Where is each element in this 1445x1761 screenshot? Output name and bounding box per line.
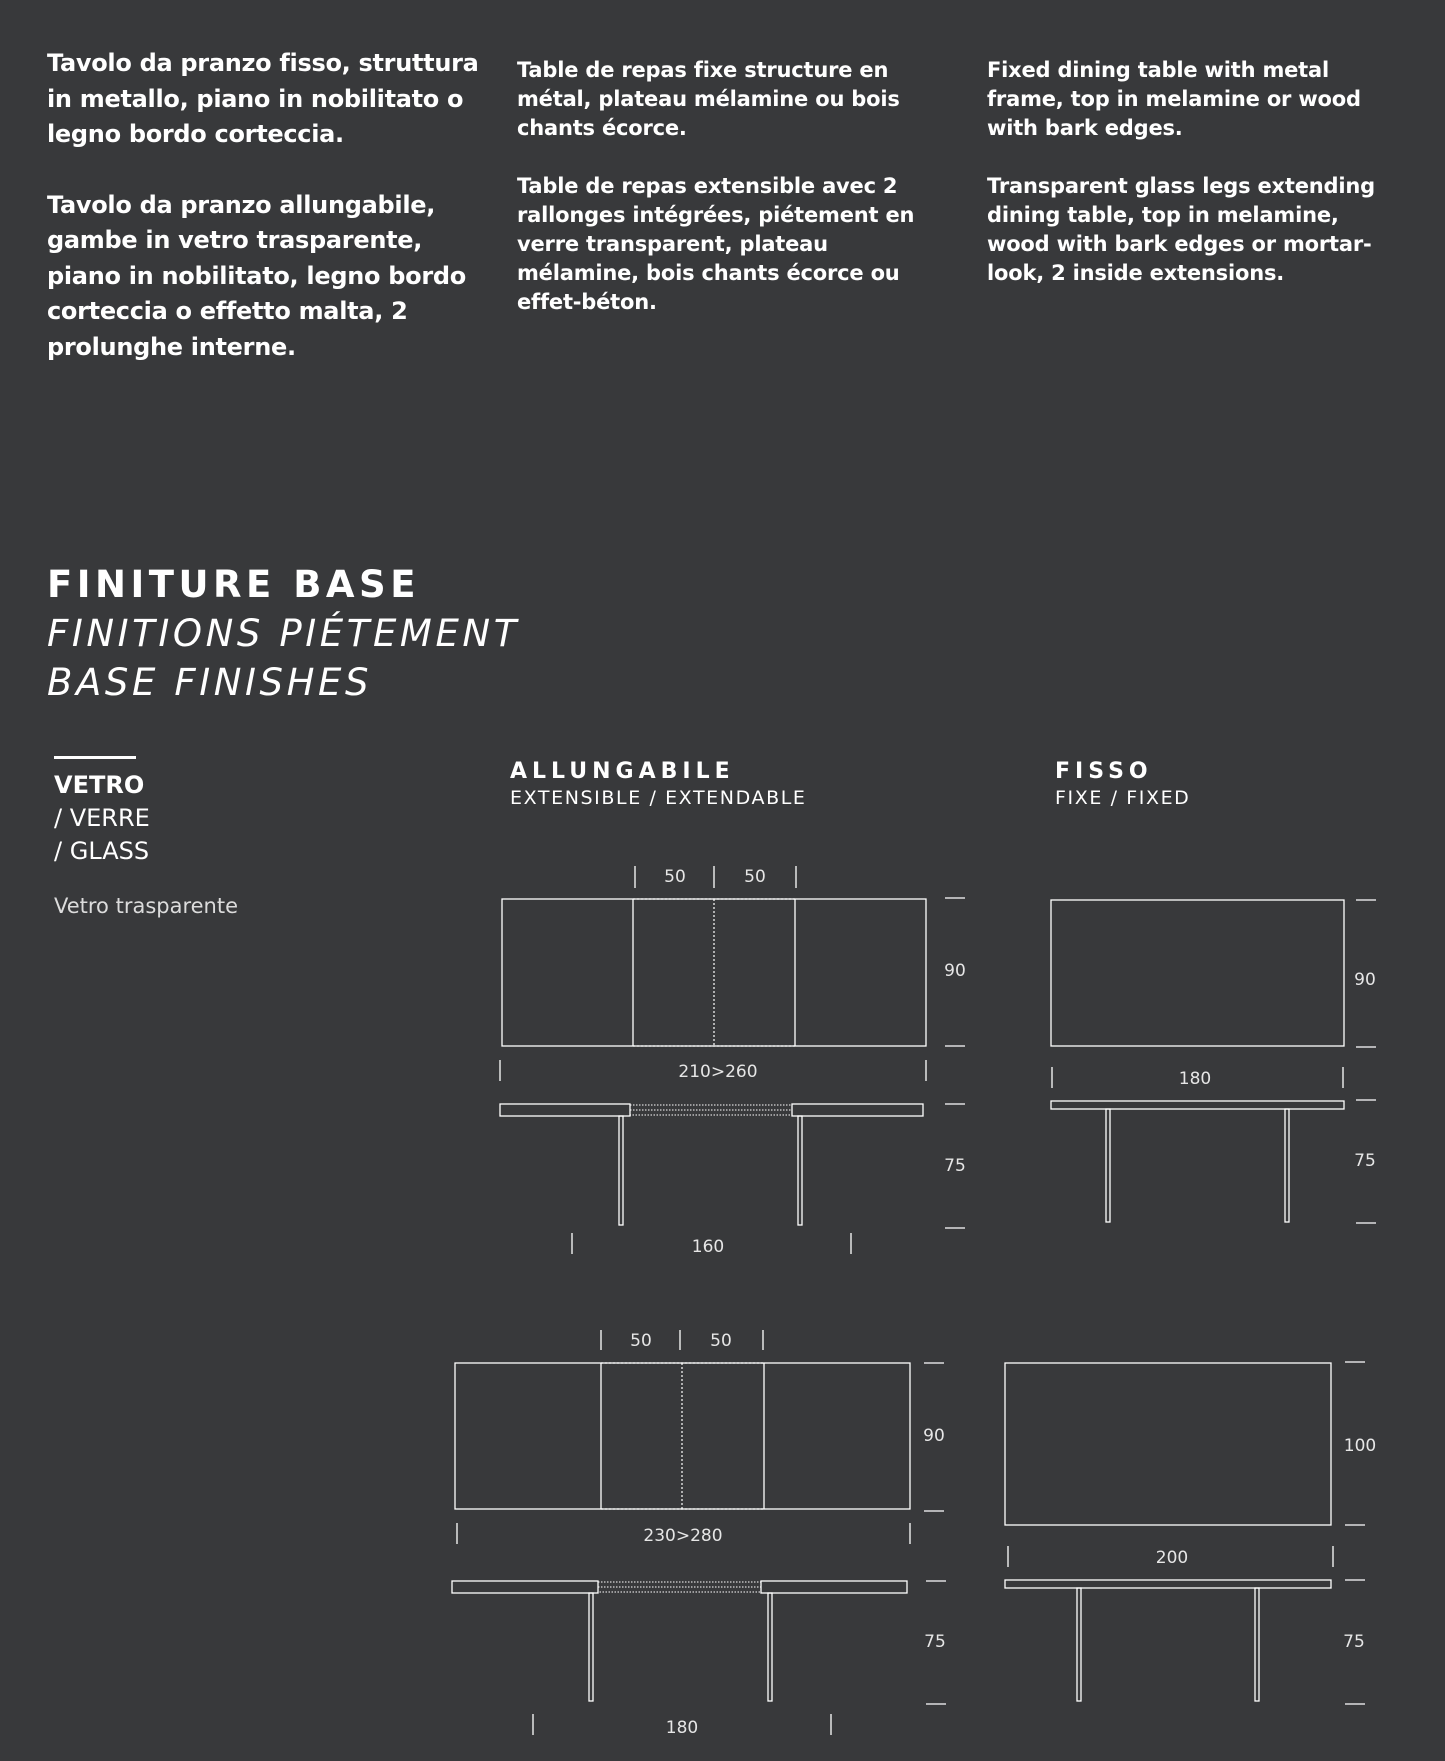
extension-b-label: 50 bbox=[710, 1331, 732, 1351]
fixed-table-2-top-view bbox=[1005, 1362, 1376, 1568]
fixed-table-2-side-view bbox=[1005, 1580, 1365, 1704]
height-label: 75 bbox=[1354, 1151, 1376, 1171]
height-label: 75 bbox=[924, 1632, 946, 1652]
metal-leg bbox=[1255, 1588, 1259, 1701]
depth-label: 90 bbox=[1354, 970, 1376, 990]
glass-leg bbox=[589, 1593, 593, 1701]
extendable-table-2-top-view bbox=[455, 1330, 945, 1546]
extendable-heading-it: ALLUNGABILE bbox=[510, 759, 735, 784]
extension-a-label: 50 bbox=[630, 1331, 652, 1351]
fixed-heading-it: FISSO bbox=[1055, 759, 1153, 784]
extendable-table-1-side-view bbox=[500, 1104, 966, 1257]
extendable-table-1-top-view bbox=[500, 866, 966, 1082]
fixed-heading-sub: FIXE / FIXED bbox=[1055, 787, 1191, 809]
finishes-title-fr: FINITIONS PIÉTEMENT bbox=[47, 612, 520, 655]
length-label: 210>260 bbox=[678, 1062, 758, 1082]
glass-leg bbox=[768, 1593, 772, 1701]
glass-leg bbox=[798, 1116, 802, 1225]
finishes-title-it: FINITURE BASE bbox=[47, 563, 420, 606]
intro-en-extendable: Transparent glass legs extending dining table, top in melamine, wood with bark edges or mortar-look, 2 inside extensions. bbox=[987, 174, 1375, 285]
length-label: 180 bbox=[1178, 1069, 1212, 1089]
tabletop-side bbox=[1051, 1101, 1344, 1109]
depth-label: 90 bbox=[923, 1426, 945, 1446]
material-name-fr: / VERRE bbox=[54, 804, 150, 832]
extendable-table-2-side-view bbox=[452, 1581, 946, 1738]
height-label: 75 bbox=[1343, 1632, 1365, 1652]
tabletop-side bbox=[1005, 1580, 1331, 1588]
tabletop-side bbox=[452, 1581, 598, 1593]
intro-fr-fixed: Table de repas fixe structure en métal, plateau mélamine ou bois chants écorce. bbox=[517, 58, 900, 140]
length-label: 230>280 bbox=[643, 1526, 723, 1546]
depth-label: 100 bbox=[1343, 1436, 1377, 1456]
extendable-heading-sub: EXTENSIBLE / EXTENDABLE bbox=[510, 787, 807, 809]
intro-it-fixed: Tavolo da pranzo fisso, struttura in metallo, piano in nobilitato o legno bordo corteccia. bbox=[47, 49, 479, 148]
metal-leg bbox=[1077, 1588, 1081, 1701]
fixed-table-1-top-view bbox=[1051, 900, 1376, 1089]
leg-span-label: 160 bbox=[691, 1237, 725, 1257]
material-name-it: VETRO bbox=[54, 771, 145, 799]
tabletop-side bbox=[500, 1104, 630, 1116]
intro-fr-extendable: Table de repas extensible avec 2 rallonges intégrées, piétement en verre transparent, plateau mélamine, bois chants écorce ou effet-béton. bbox=[517, 174, 915, 314]
fixed-table-1-side-view bbox=[1051, 1100, 1376, 1223]
depth-label: 90 bbox=[944, 961, 966, 981]
tabletop-outline bbox=[1051, 900, 1344, 1046]
extension-a-label: 50 bbox=[664, 867, 686, 887]
tabletop-side bbox=[761, 1581, 907, 1593]
intro-it-extendable: Tavolo da pranzo allungabile, gambe in vetro trasparente, piano in nobilitato, legno bordo corteccia o effetto malta, 2 prolunghe interne. bbox=[47, 190, 466, 361]
tabletop-outline bbox=[1005, 1363, 1331, 1525]
length-label: 200 bbox=[1155, 1548, 1189, 1568]
material-name-en: / GLASS bbox=[54, 837, 150, 865]
glass-leg bbox=[619, 1116, 623, 1225]
material-description: Vetro trasparente bbox=[54, 894, 239, 918]
tabletop-side bbox=[792, 1104, 923, 1116]
extension-b-label: 50 bbox=[744, 867, 766, 887]
height-label: 75 bbox=[944, 1156, 966, 1176]
metal-leg bbox=[1106, 1109, 1110, 1222]
finishes-title-en: BASE FINISHES bbox=[47, 661, 373, 704]
intro-en-fixed: Fixed dining table with metal frame, top in melamine or wood with bark edges. bbox=[987, 58, 1361, 140]
leg-span-label: 180 bbox=[665, 1718, 699, 1738]
metal-leg bbox=[1285, 1109, 1289, 1222]
